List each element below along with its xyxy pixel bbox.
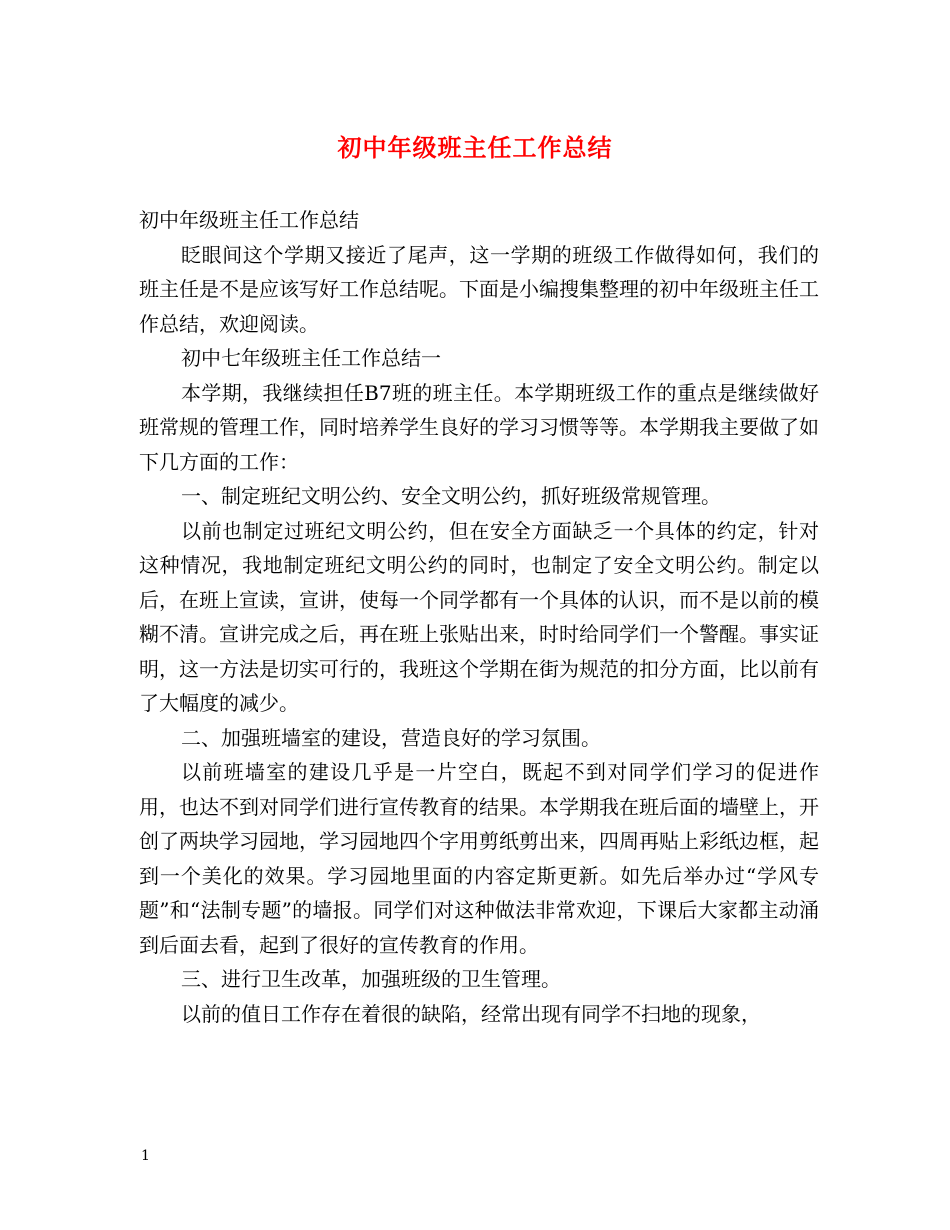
point-heading: 二、加强班墙室的建设，营造良好的学习氛围。 [181,725,601,750]
body-paragraph: 本学期，我继续担任B7班的班主任。本学期班级工作的重点是继续做好班常规的管理工作，同时培养学生良好的学习习惯等等。本学期我主要做了如下几方面的工作： [139,380,819,474]
point-heading: 一、制定班纪文明公约、安全文明公约，抓好班级常规管理。 [181,484,721,508]
document-title: 初中年级班主任工作总结 [337,133,613,162]
body-paragraph: 以前班墙室的建设几乎是一片空白，既起不到对同学们学习的促进作用，也达不到对同学们进行宣传教育的结果。本学期我在班后面的墙壁上，开创了两块学习园地，学习园地四个字用剪纸剪出来，四周再贴上彩纸边框，起到一个美化的效果。学习园地里面的内容定斯更新。如先后举办过“学风专题”和“法制专题”的墙报。同学们对这种做法非常欢迎，下课后大家都主动涌到后面去看，起到了很好的宣传教育的作用。 [139,760,819,957]
body-paragraph: 以前的值日工作存在着很的缺陷，经常出现有同学不扫地的现象， [181,1001,761,1026]
point-heading: 三、进行卫生改革，加强班级的卫生管理。 [181,967,561,991]
section-heading: 初中七年级班主任工作总结一 [181,346,441,370]
intro-paragraph: 眨眼间这个学期又接近了尾声，这一学期的班级工作做得如何，我们的班主任是不是应该写好工作总结呢。下面是小编搜集整理的初中年级班主任工作总结，欢迎阅读。 [139,242,819,336]
page-number: 1 [141,1148,150,1164]
body-paragraph: 以前也制定过班纪文明公约，但在安全方面缺乏一个具体的约定，针对这种情况，我地制定班纪文明公约的同时，也制定了安全文明公约。制定以后，在班上宣读，宣讲，使每一个同学都有一个具体的认识，而不是以前的模糊不清。宣讲完成之后，再在班上张贴出来，时时给同学们一个警醒。事实证明，这一方法是切实可行的，我班这个学期在街为规范的扣分方面，比以前有了大幅度的减少。 [139,518,819,715]
subtitle-line: 初中年级班主任工作总结 [139,208,359,232]
document-body [139,203,819,1031]
